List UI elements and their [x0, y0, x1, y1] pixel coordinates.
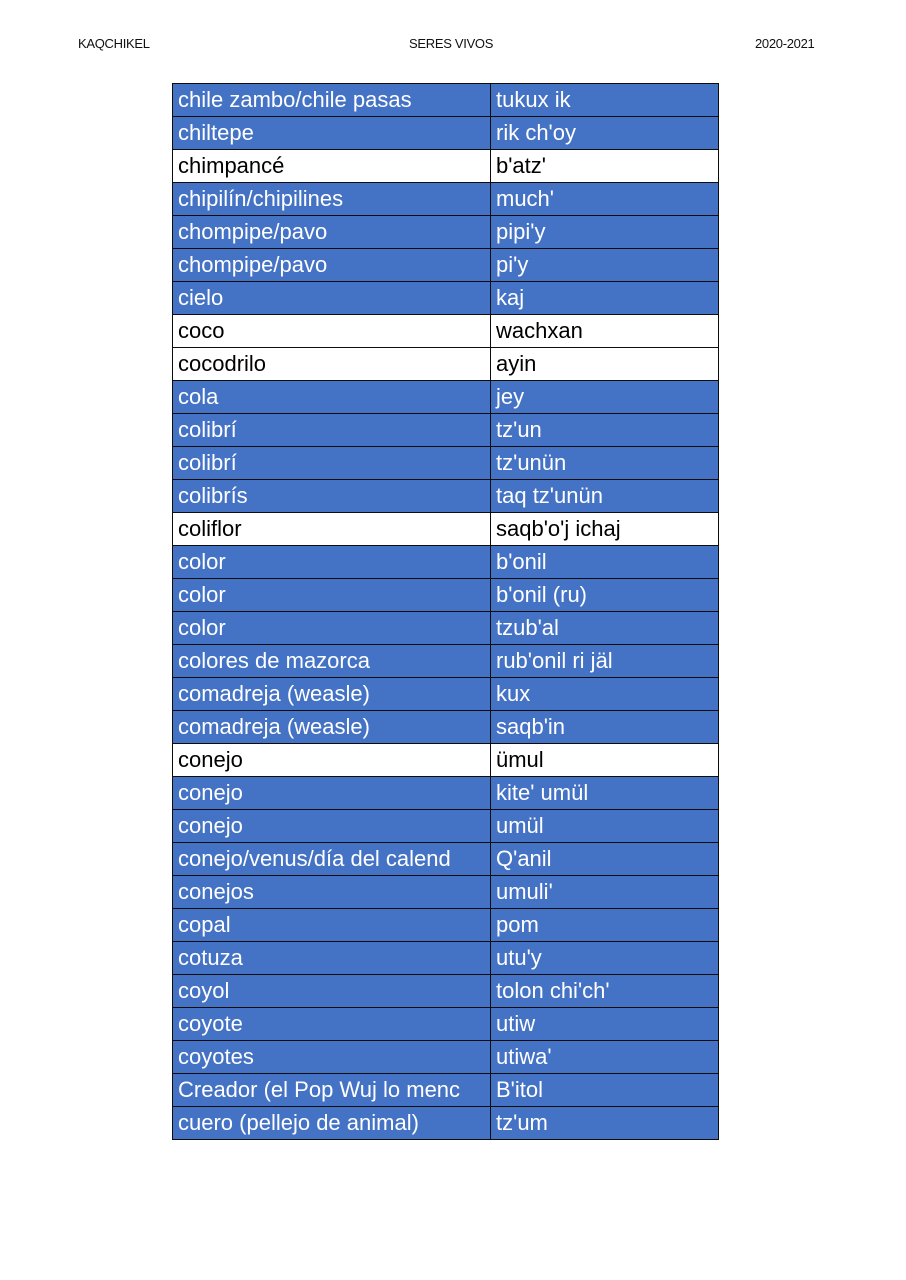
spanish-term-cell: cuero (pellejo de animal) [173, 1107, 491, 1140]
spanish-term-cell: color [173, 579, 491, 612]
kaqchikel-term-cell: taq tz'unün [491, 480, 719, 513]
spanish-term-cell: chompipe/pavo [173, 216, 491, 249]
table-row [173, 183, 719, 216]
spanish-term-cell: coyotes [173, 1041, 491, 1074]
kaqchikel-term-cell: b'atz' [491, 150, 719, 183]
spanish-term-cell: colores de mazorca [173, 645, 491, 678]
kaqchikel-term-cell: kaj [491, 282, 719, 315]
table-row [173, 216, 719, 249]
kaqchikel-term-cell: kux [491, 678, 719, 711]
kaqchikel-term-cell: utiw [491, 1008, 719, 1041]
kaqchikel-term-cell: tz'unün [491, 447, 719, 480]
spanish-term-cell: conejo [173, 777, 491, 810]
spanish-term-cell: coyote [173, 1008, 491, 1041]
table-row [173, 942, 719, 975]
table-row [173, 282, 719, 315]
table-row [173, 777, 719, 810]
table-row [173, 414, 719, 447]
table-row [173, 117, 719, 150]
table-row [173, 480, 719, 513]
kaqchikel-term-cell: wachxan [491, 315, 719, 348]
spanish-term-cell: conejo/venus/día del calend [173, 843, 491, 876]
kaqchikel-term-cell: utu'y [491, 942, 719, 975]
table-row [173, 1074, 719, 1107]
kaqchikel-term-cell: b'onil [491, 546, 719, 579]
spanish-term-cell: colibrís [173, 480, 491, 513]
vocabulary-table [172, 83, 719, 1140]
spanish-term-cell: coco [173, 315, 491, 348]
table-row [173, 843, 719, 876]
table-row [173, 579, 719, 612]
kaqchikel-term-cell: tolon chi'ch' [491, 975, 719, 1008]
kaqchikel-term-cell: tukux ik [491, 84, 719, 117]
kaqchikel-term-cell: rik ch'oy [491, 117, 719, 150]
table-row [173, 84, 719, 117]
table-row [173, 249, 719, 282]
spanish-term-cell: cola [173, 381, 491, 414]
spanish-term-cell: colibrí [173, 414, 491, 447]
kaqchikel-term-cell: ümul [491, 744, 719, 777]
spanish-term-cell: cocodrilo [173, 348, 491, 381]
spanish-term-cell: Creador (el Pop Wuj lo menc [173, 1074, 491, 1107]
table-row [173, 975, 719, 1008]
kaqchikel-term-cell: utiwa' [491, 1041, 719, 1074]
spanish-term-cell: copal [173, 909, 491, 942]
spanish-term-cell: color [173, 612, 491, 645]
spanish-term-cell: chipilín/chipilines [173, 183, 491, 216]
spanish-term-cell: coyol [173, 975, 491, 1008]
header-year: 2020-2021 [755, 36, 815, 51]
spanish-term-cell: cotuza [173, 942, 491, 975]
table-row [173, 1008, 719, 1041]
kaqchikel-term-cell: kite' umül [491, 777, 719, 810]
kaqchikel-term-cell: saqb'o'j ichaj [491, 513, 719, 546]
kaqchikel-term-cell: pi'y [491, 249, 719, 282]
table-row [173, 711, 719, 744]
vocabulary-table-body [173, 84, 719, 1140]
kaqchikel-term-cell: umül [491, 810, 719, 843]
spanish-term-cell: coliflor [173, 513, 491, 546]
header-topic: SERES VIVOS [409, 36, 494, 51]
spanish-term-cell: conejo [173, 810, 491, 843]
page-header [0, 36, 906, 54]
table-row [173, 447, 719, 480]
spanish-term-cell: chile zambo/chile pasas [173, 84, 491, 117]
kaqchikel-term-cell: much' [491, 183, 719, 216]
spanish-term-cell: chiltepe [173, 117, 491, 150]
kaqchikel-term-cell: pom [491, 909, 719, 942]
table-row [173, 612, 719, 645]
table-row [173, 909, 719, 942]
table-row [173, 348, 719, 381]
kaqchikel-term-cell: B'itol [491, 1074, 719, 1107]
spanish-term-cell: comadreja (weasle) [173, 678, 491, 711]
table-row [173, 1041, 719, 1074]
spanish-term-cell: color [173, 546, 491, 579]
header-language: KAQCHIKEL [78, 36, 150, 51]
table-row [173, 381, 719, 414]
table-row [173, 876, 719, 909]
spanish-term-cell: conejo [173, 744, 491, 777]
kaqchikel-term-cell: tz'un [491, 414, 719, 447]
kaqchikel-term-cell: umuli' [491, 876, 719, 909]
spanish-term-cell: chimpancé [173, 150, 491, 183]
table-row [173, 513, 719, 546]
spanish-term-cell: conejos [173, 876, 491, 909]
spanish-term-cell: chompipe/pavo [173, 249, 491, 282]
table-row [173, 315, 719, 348]
kaqchikel-term-cell: ayin [491, 348, 719, 381]
table-row [173, 1107, 719, 1140]
table-row [173, 645, 719, 678]
kaqchikel-term-cell: b'onil (ru) [491, 579, 719, 612]
kaqchikel-term-cell: jey [491, 381, 719, 414]
table-row [173, 678, 719, 711]
kaqchikel-term-cell: pipi'y [491, 216, 719, 249]
kaqchikel-term-cell: tz'um [491, 1107, 719, 1140]
kaqchikel-term-cell: Q'anil [491, 843, 719, 876]
table-row [173, 744, 719, 777]
table-row [173, 150, 719, 183]
spanish-term-cell: cielo [173, 282, 491, 315]
kaqchikel-term-cell: rub'onil ri jäl [491, 645, 719, 678]
table-row [173, 546, 719, 579]
spanish-term-cell: colibrí [173, 447, 491, 480]
spanish-term-cell: comadreja (weasle) [173, 711, 491, 744]
kaqchikel-term-cell: saqb'in [491, 711, 719, 744]
kaqchikel-term-cell: tzub'al [491, 612, 719, 645]
table-row [173, 810, 719, 843]
